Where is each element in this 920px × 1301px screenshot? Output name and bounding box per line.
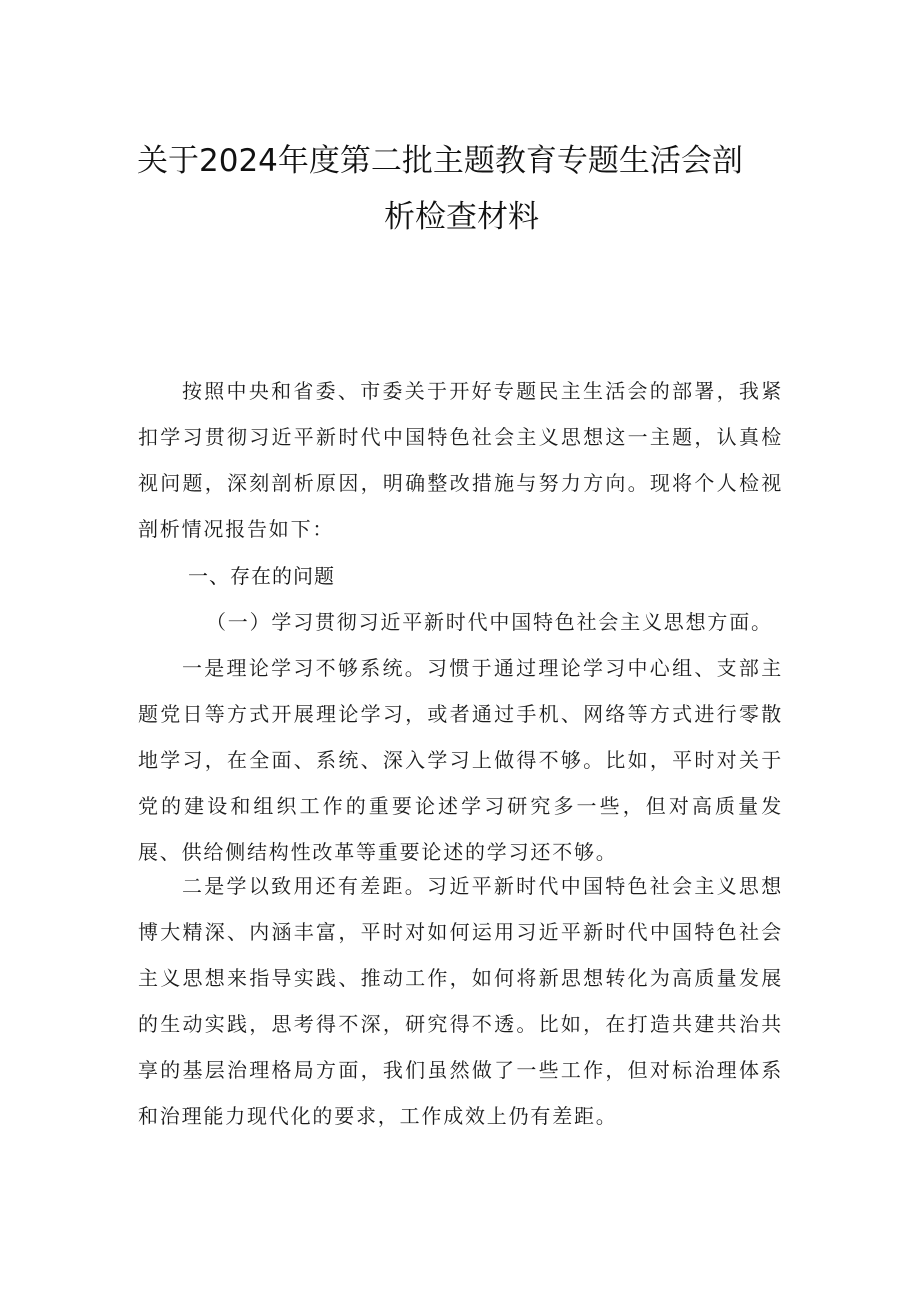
paragraph-theory-study: 一是理论学习不够系统。习惯于通过理论学习中心组、支部主题党日等方式开展理论学习，或者通过手机、网络等方式进行零散地学习，在全面、系统、深入学习上做得不够。比如，平时对关于党的建设和组织工作的重要论述学习研究多一些，但对高质量发展、供给侧结构性改革等重要论述的学习还不够。 — [138, 656, 783, 864]
document-title-line-1: 关于2024年度第二批主题教育专题生活会剖 — [137, 143, 743, 179]
document-title-line-2: 析检查材料 — [384, 199, 539, 235]
paragraph-application-gap: 二是学以致用还有差距。习近平新时代中国特色社会主义思想博大精深、内涵丰富，平时对如何运用习近平新时代中国特色社会主义思想来指导实践、推动工作，如何将新思想转化为高质量发展的生动实践，思考得不深，研究得不透。比如，在打造共建共治共享的基层治理格局方面，我们虽然做了一些工作，但对标治理体系和治理能力现代化的要求，工作成效上仍有差距。 — [138, 874, 783, 1128]
section-heading-problems: 一、存在的问题 — [188, 564, 335, 588]
intro-paragraph: 按照中央和省委、市委关于开好专题民主生活会的部署，我紧扣学习贯彻习近平新时代中国特色社会主义思想这一主题，认真检视问题，深刻剖析原因，明确整改措施与努力方向。现将个人检视剖析情况报告如下： — [138, 379, 783, 541]
subsection-heading-theory: （一）学习贯彻习近平新时代中国特色社会主义思想方面。 — [206, 610, 773, 634]
